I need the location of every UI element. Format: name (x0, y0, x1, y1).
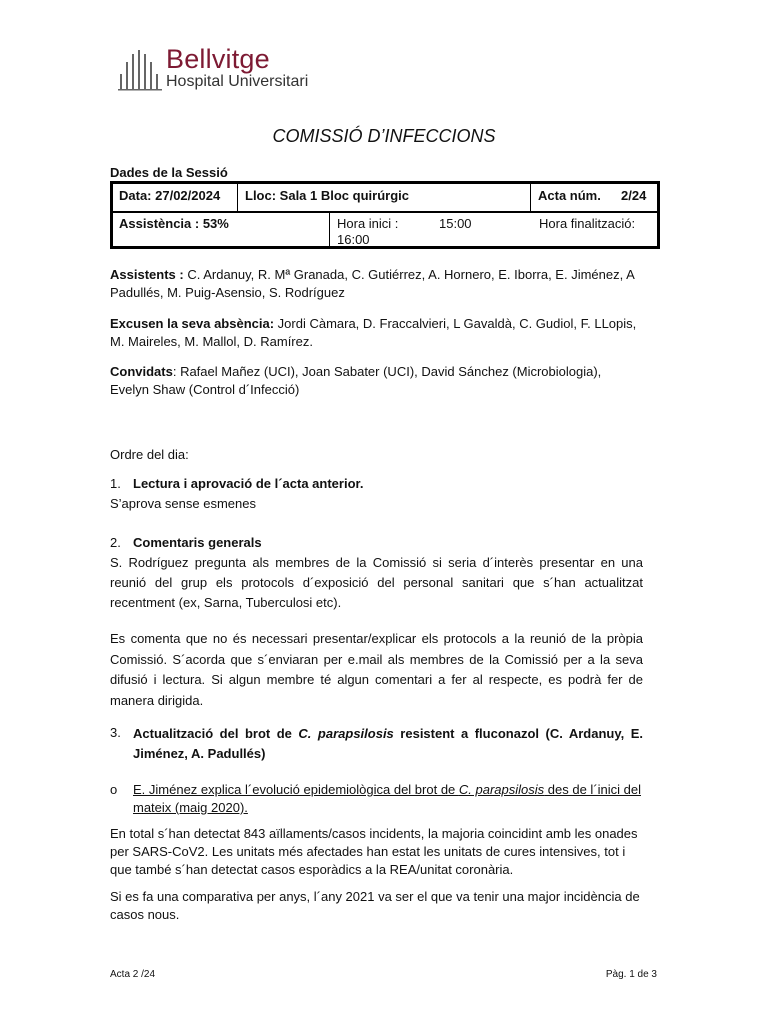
agenda-heading: Ordre del dia: (110, 447, 189, 462)
item1-number: 1. (110, 476, 121, 491)
logo-bars-icon (118, 48, 164, 92)
guests-text: : Rafael Mañez (UCI), Joan Sabater (UCI), David Sánchez (Microbiologia), Evelyn Shaw (Control d´Infecció) (110, 364, 602, 397)
table-divider (237, 184, 238, 212)
end-time: 16:00 (337, 232, 370, 247)
item3-number: 3. (110, 725, 121, 740)
guests-paragraph (110, 363, 643, 399)
session-heading: Dades de la Sessió (110, 165, 228, 180)
item2-title: Comentaris generals (133, 535, 262, 550)
item2-paragraph-2: Es comenta que no és necessari presentar/explicar els protocols a la reunió de la pròpia Comissió. S´acorda que s´enviaran per e.mail als membres de la Comissió per a la seva difusió i lectura. Si algun membre té algun comentari a fer al respecte, es podrà fer de manera dirigida. (110, 631, 643, 708)
table-divider (530, 184, 531, 212)
excused-paragraph (110, 315, 643, 351)
item2-paragraph-1: S. Rodríguez pregunta als membres de la Comissió si seria d´interès presentar en una reunió del grup els protocols d´exposició del personal sanitari que s´han actualitzat recentment (ex, Sarna, Tuberculosi etc). (110, 555, 643, 610)
item3-title-species: C. parapsilosis (298, 726, 394, 741)
item1-title: Lectura i aprovació de l´acta anterior. (133, 476, 364, 491)
item3-paragraph-2: Si es fa una comparativa per anys, l´any 2021 va ser el que va tenir una major incidència de casos nous. (110, 889, 640, 922)
table-divider (113, 211, 657, 213)
item1-body: S’aprova sense esmenes (110, 496, 256, 511)
attendees-text: C. Ardanuy, R. Mª Granada, C. Gutiérrez, A. Hornero, E. Iborra, E. Jiménez, A Padullés, M. Puig-Asensio, S. Rodríguez (110, 267, 635, 300)
item3-bullet-start: E. Jiménez explica l´evolució epidemiològica del brot de (133, 782, 459, 797)
attendees-label: Assistents : (110, 267, 184, 282)
attendees-paragraph (110, 266, 643, 302)
excused-text: Jordi Càmara, D. Fraccalvieri, L Gavaldà, C. Gudiol, F. LLopis, M. Maireles, M. Mallol, D. Ramírez. (110, 316, 637, 349)
minutes-label: Acta núm. (538, 188, 601, 203)
bullet-marker: o (110, 782, 118, 797)
logo-subtitle: Hospital Universitari (166, 73, 309, 90)
footer-page-number: Pàg. 1 de 3 (605, 969, 657, 980)
item3-bullet-end: des de l´inici del mateix (maig 2020). (133, 782, 641, 815)
item2-number: 2. (110, 535, 121, 550)
item3-title (133, 724, 643, 764)
table-divider (329, 212, 330, 246)
session-date: Data: 27/02/2024 (119, 188, 221, 203)
start-time: 15:00 (439, 216, 472, 231)
start-label: Hora inici : (337, 216, 399, 231)
item3-paragraph-1: En total s´han detectat 843 aïllaments/casos incidents, la majoria coincidint amb les onades per SARS-CoV2. Les unitats més afectades han estat les unitats de cures intensives, tot i que també s´han detectat casos esporàdics a la REA/unitat coronària. (110, 826, 638, 877)
minutes-number: 2/24 (621, 188, 647, 203)
hospital-logo (118, 44, 318, 114)
item3-title-end: resistent a fluconazol (C. Ardanuy, E. Jiménez, A. Padullés) (133, 726, 644, 761)
guests-label: Convidats (110, 364, 173, 379)
item3-title-start: Actualització del brot de (133, 726, 299, 741)
attendance: Assistència : 53% (119, 216, 229, 231)
item3-bullet-species: C. parapsilosis (458, 782, 545, 797)
session-place: Lloc: Sala 1 Bloc quirúrgic (245, 188, 409, 203)
document-title: COMISSIÓ D’INFECCIONS (272, 126, 496, 146)
item3-bullet (133, 781, 643, 817)
end-label: Hora finalització: (539, 216, 636, 231)
excused-label: Excusen la seva absència: (110, 316, 275, 331)
logo-name: Bellvitge (166, 44, 270, 74)
footer-minutes: Acta 2 /24 (110, 969, 156, 980)
session-table (110, 181, 660, 249)
